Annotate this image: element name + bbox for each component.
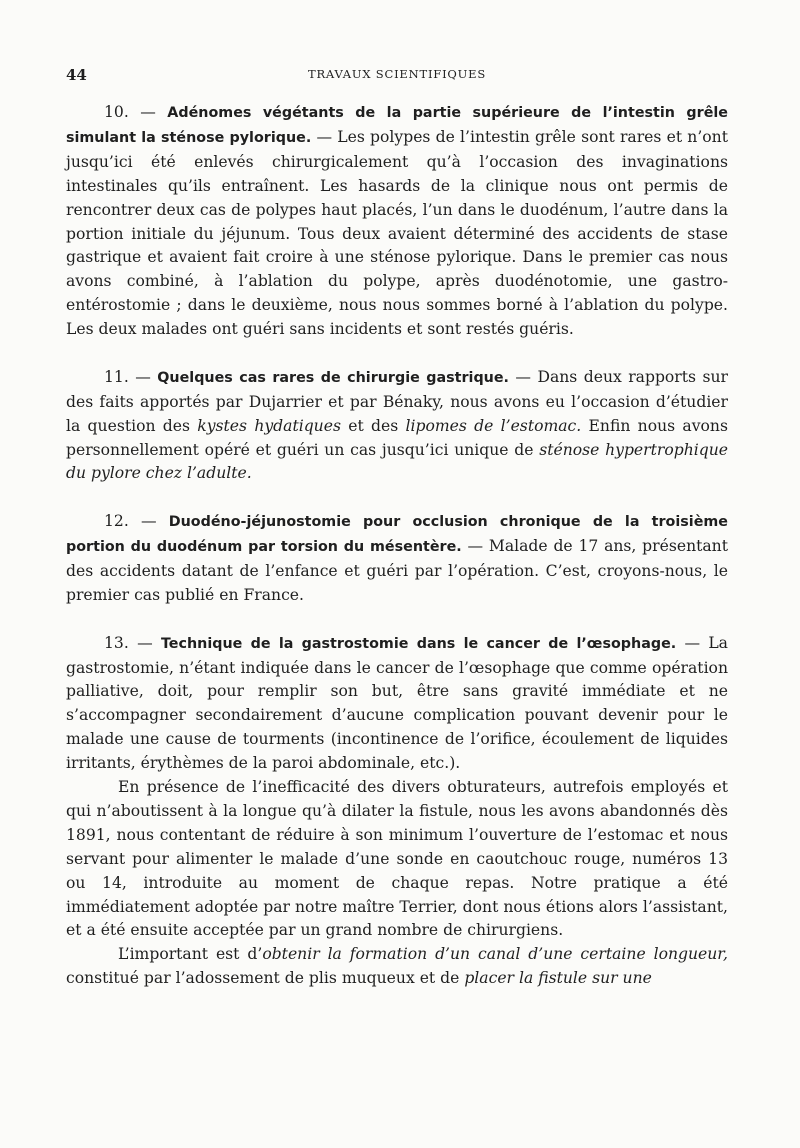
section-text: — La gastrostomie, n’étant indiquée dans le cancer de l’œsophage que comme opération palliative, doit, pour remplir son but, être sans gravité immédiate et ne s’accompagner secondairement d’aucune complication pouvant devenir pour le malade une cause de tourments (incontinence de l’orifice, écoulement de liquides irritants, érythèmes de la paroi abdominale, etc.). — [66, 633, 728, 773]
section-number: 10. — — [104, 103, 156, 121]
section-10 — [66, 101, 728, 342]
section-title: Technique de la gastrostomie dans le cancer de l’œsophage. — [160, 635, 677, 652]
section-12 — [66, 510, 728, 608]
italic-term: placer la fistule sur une — [464, 969, 652, 988]
section-text: constitué par l’adossement de plis muqueux et de — [66, 969, 460, 988]
section-12-paragraph — [66, 510, 728, 608]
italic-term: sténose hypertrophique du pylore chez l’adulte. — [66, 440, 728, 483]
section-text: et des — [348, 416, 399, 435]
section-13 — [66, 632, 728, 992]
section-11 — [66, 366, 728, 487]
page-header — [66, 66, 728, 86]
section-text: — Les polypes de l’intestin grêle sont rares et n’ont jusqu’ici été enlevés chirurgicalement qu’à l’occasion des invaginations intestinales qu’ils entraînent. Les hasards de la clinique nous ont permis de rencontrer deux cas de polypes haut placés, l’un dans le duodénum, l’autre dans la portion initiale du jéjunum. Tous deux avaient déterminé des accidents de stase gastrique et avaient fait croire à une sténose pylorique. Dans le premier cas nous avons combiné, à l’ablation du polype, après duodénotomie, une gastro-entérostomie ; dans le deuxième, nous nous sommes borné à l’ablation du polype. Les deux malades ont guéri sans incidents et sont restés guéris. — [66, 127, 728, 339]
section-number: 12. — — [104, 512, 157, 531]
section-13-paragraph — [66, 632, 728, 776]
page-number: 44 — [66, 66, 87, 84]
section-title: Quelques cas rares de chirurgie gastrique. — [157, 369, 509, 386]
section-title: Duodéno-jéjunostomie pour occlusion chronique de la troisième portion du duodénum par torsion du mésentère. — [66, 514, 728, 556]
section-13-paragraph-3 — [66, 943, 728, 991]
italic-term: lipomes de l’estomac. — [405, 416, 582, 435]
section-text: Enfin nous avons personnellement opéré et guéri un cas jusqu’ici unique de — [66, 416, 728, 459]
section-title: Adénomes végétants de la partie supérieure de l’intestin grêle simulant la sténose pylorique. — [66, 105, 728, 146]
section-text: — Malade de 17 ans, présentant des accidents datant de l’enfance et guéri par l’opération. C’est, croyons-nous, le premier cas publié en France. — [66, 537, 728, 604]
section-text: L’important est d’ — [118, 945, 263, 964]
body-text — [66, 101, 728, 1015]
section-text: — Dans deux rapports sur des faits apportés par Dujarrier et par Bénaky, nous avons eu l’occasion d’étudier la question des — [66, 367, 728, 435]
section-10-paragraph — [66, 101, 728, 342]
section-13-paragraph-2: En présence de l’inefficacité des divers obturateurs, autrefois employés et qui n’aboutissent à la longue qu’à dilater la fistule, nous les avons abandonnés dès 1891, nous contentant de réduire à son minimum l’ouverture de l’estomac et nous servant pour alimenter le malade d’une sonde en caoutchouc rouge, numéros 13 ou 14, introduite au moment de chaque repas. Notre pratique a été immédiatement adoptée par notre maître Terrier, dont nous étions alors l’assistant, et a été ensuite acceptée par un grand nombre de chirurgiens. — [66, 778, 728, 940]
running-title: TRAVAUX SCIENTIFIQUES — [307, 67, 487, 81]
section-number: 11. — — [104, 367, 151, 386]
italic-term: kystes hydatiques — [197, 416, 341, 435]
section-number: 13. — — [104, 633, 153, 652]
italic-term: obtenir la formation d’un canal d’une certaine longueur, — [262, 945, 728, 964]
section-11-paragraph — [66, 366, 728, 487]
